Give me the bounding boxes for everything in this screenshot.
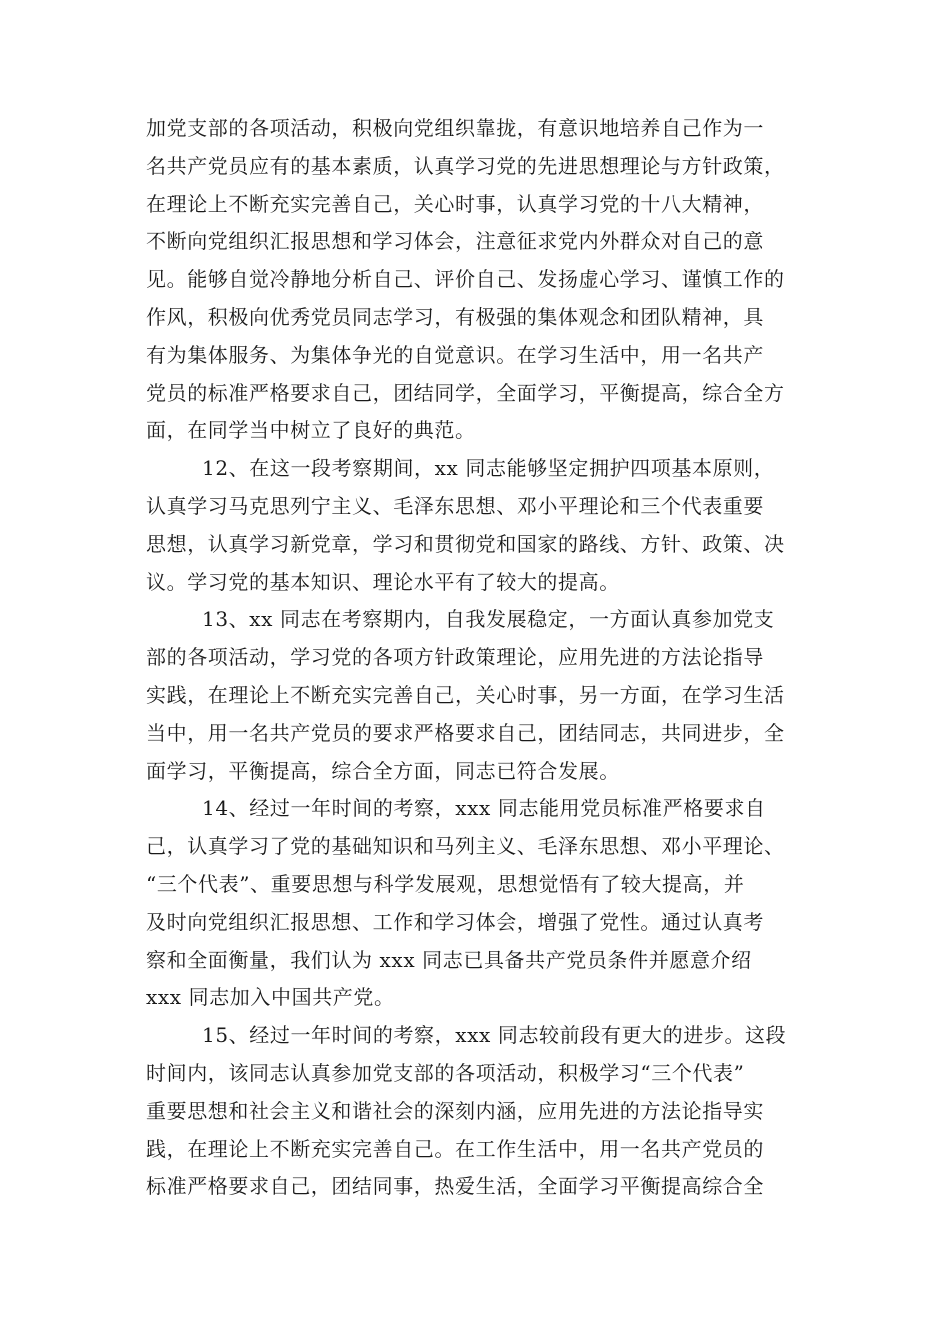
paragraph-13-first-line: 13、xx 同志在考察期内，自我发展稳定，一方面认真参加党支 xyxy=(202,607,775,632)
text-line: 实践，在理论上不断充实完善自己，关心时事，另一方面，在学习生活 xyxy=(146,682,785,707)
text-line: 不断向党组织汇报思想和学习体会，注意征求党内外群众对自己的意 xyxy=(146,229,764,254)
text-line: 重要思想和社会主义和谐社会的深刻内涵，应用先进的方法论指导实 xyxy=(146,1098,764,1123)
text-line: 思想，认真学习新党章，学习和贯彻党和国家的路线、方针、政策、决 xyxy=(146,531,785,556)
text-line: 党员的标准严格要求自己，团结同学，全面学习，平衡提高，综合全方 xyxy=(146,380,785,405)
text-line: 践，在理论上不断充实完善自己。在工作生活中，用一名共产党员的 xyxy=(146,1136,764,1161)
text-line: 见。能够自觉冷静地分析自己、评价自己、发扬虚心学习、谨慎工作的 xyxy=(146,267,785,292)
text-line: 议。学习党的基本知识、理论水平有了较大的提高。 xyxy=(146,569,620,594)
text-line: 名共产党员应有的基本素质，认真学习党的先进思想理论与方针政策， xyxy=(146,153,785,178)
paragraph-12-first-line: 12、在这一段考察期间，xx 同志能够坚定拥护四项基本原则， xyxy=(202,456,775,481)
text-line: 标准严格要求自己，团结同事，热爱生活，全面学习平衡提高综合全 xyxy=(146,1174,764,1199)
text-line: 部的各项活动，学习党的各项方针政策理论，应用先进的方法论指导 xyxy=(146,645,764,670)
text-line: xxx 同志加入中国共产党。 xyxy=(146,985,395,1010)
text-line: “三个代表”、重要思想与科学发展观，思想觉悟有了较大提高，并 xyxy=(146,871,745,896)
text-line: 当中，用一名共产党员的要求严格要求自己，团结同志，共同进步，全 xyxy=(146,720,785,745)
document-page xyxy=(146,110,811,1206)
text-line: 时间内，该同志认真参加党支部的各项活动，积极学习“三个代表” xyxy=(146,1060,745,1085)
text-line: 有为集体服务、为集体争光的自觉意识。在学习生活中，用一名共产 xyxy=(146,342,764,367)
text-line: 面学习，平衡提高，综合全方面，同志已符合发展。 xyxy=(146,758,620,783)
paragraph-14-first-line: 14、经过一年时间的考察，xxx 同志能用党员标准严格要求自 xyxy=(202,796,766,821)
text-line: 及时向党组织汇报思想、工作和学习体会，增强了党性。通过认真考 xyxy=(146,909,764,934)
text-line: 己，认真学习了党的基础知识和马列主义、毛泽东思想、邓小平理论、 xyxy=(146,834,785,859)
text-line: 在理论上不断充实完善自己，关心时事，认真学习党的十八大精神， xyxy=(146,191,764,216)
text-line: 察和全面衡量，我们认为 xxx 同志已具备共产党员条件并愿意介绍 xyxy=(146,947,752,972)
text-line: 面，在同学当中树立了良好的典范。 xyxy=(146,418,476,443)
text-line: 加党支部的各项活动，积极向党组织靠拢，有意识地培养自己作为一 xyxy=(146,116,764,140)
text-line: 认真学习马克思列宁主义、毛泽东思想、邓小平理论和三个代表重要 xyxy=(146,493,764,518)
text-line: 作风，积极向优秀党员同志学习，有极强的集体观念和团队精神，具 xyxy=(146,304,764,329)
paragraph-15-first-line: 15、经过一年时间的考察，xxx 同志较前段有更大的进步。这段 xyxy=(202,1023,787,1048)
